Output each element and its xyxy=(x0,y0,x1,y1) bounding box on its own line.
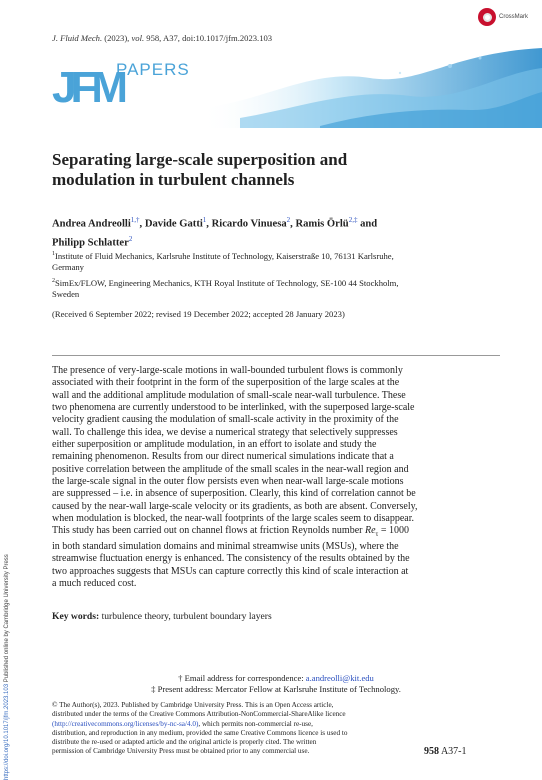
license-line: distributed under the terms of the Creative Commons Attribution-NonCommercial-ShareAlike licence xyxy=(52,710,346,719)
jfm-logo xyxy=(52,58,122,112)
wave-graphic xyxy=(200,48,542,128)
abstract-line: remaining phenomenon. Results from our direct numerical simulations indicate that a xyxy=(52,451,394,463)
license-line: © The Author(s), 2023. Published by Cambridge University Press. This is an Open Access article, xyxy=(52,701,334,709)
reynolds-symbol: Re xyxy=(364,525,376,537)
abstract-line: are suppressed – i.e. in absence of superposition. Clearly, this kind of correlation cannot be xyxy=(52,488,416,500)
abstract xyxy=(52,365,500,590)
license-block xyxy=(52,701,432,757)
abstract-line: associated with their footprint in the form of the superposition of the large scales at the xyxy=(52,377,400,389)
keywords-label: Key words: xyxy=(52,611,100,622)
page-volume: 958 xyxy=(424,746,439,757)
email-label: † Email address for correspondence: xyxy=(178,673,306,683)
abstract-line: wall. To challenge this idea, we devise a numerical strategy that selectively suppresses xyxy=(52,426,398,438)
affiliation-country: Sweden xyxy=(52,289,80,300)
abstract-line: in both standard simulation domains and minimal streamwise units (MSUs), where the xyxy=(52,540,399,552)
abstract-line: The presence of very-large-scale motions in wall-bounded turbulent flows is commonly xyxy=(52,365,403,376)
header-divider xyxy=(52,355,500,356)
abstract-line: the large-scale signal in the outer flow persists even when near-wall large-scale motions xyxy=(52,476,404,488)
author-name: , Ricardo Vinuesa xyxy=(206,218,287,230)
journal-year: (2023), xyxy=(102,33,132,43)
crossmark-icon xyxy=(478,8,496,26)
license-line xyxy=(52,720,432,729)
crossmark-label: CrossMark xyxy=(499,14,529,20)
abstract-line: two phenomena are currently understood to be interlinked, with the superposed large-scale xyxy=(52,402,415,414)
title-line-2: modulation in turbulent channels xyxy=(52,170,295,189)
author-name: Philipp Schlatter xyxy=(52,237,129,249)
journal-vol-word: vol. xyxy=(131,33,145,43)
author-list xyxy=(52,213,492,250)
keywords-text: turbulence theory, turbulent boundary layers xyxy=(101,611,272,622)
abstract-line: velocity gradient causing the modulation of small-scale activity in the proximity of the xyxy=(52,414,399,426)
side-doi-banner xyxy=(4,554,10,780)
affiliation-country: Germany xyxy=(52,262,84,273)
affiliation-number: 1 xyxy=(52,251,55,257)
abstract-line: when modulation is blocked, the near-wall footprints of the large scales seem to disappear. xyxy=(52,513,415,525)
author-affil-mark[interactable]: 2 xyxy=(128,234,133,243)
email-link[interactable]: a.andreolli@kit.edu xyxy=(305,673,374,683)
author-name: , Ramis Örlü xyxy=(290,218,349,230)
journal-doi: 958, A37, doi:10.1017/jfm.2023.103 xyxy=(144,33,273,43)
page-article-id: A37-1 xyxy=(439,746,467,757)
abstract-line: two approaches suggests that MSUs can capture correctly this kind of scale interaction at xyxy=(52,565,409,577)
license-line: distribution, and reproduction in any medium, provided the same Creative Commons licence is used to xyxy=(52,728,348,737)
received-dates: (Received 6 September 2022; revised 19 December 2022; accepted 28 January 2023) xyxy=(52,309,345,319)
license-link[interactable]: (http://creativecommons.org/licenses/by-nc-sa/4.0) xyxy=(52,719,199,728)
reynolds-value: = 1000 xyxy=(378,525,409,537)
keywords xyxy=(52,611,272,622)
abstract-line: a much reduced cost. xyxy=(52,577,137,589)
abstract-line: streamwise fluctuation energy is enhanced. The consistency of the results obtained by the xyxy=(52,553,410,565)
page-number xyxy=(424,746,467,757)
present-address-note: ‡ Present address: Mercator Fellow at Karlsruhe Institute of Technology. xyxy=(151,684,401,694)
abstract-line: wall and the additional amplitude modulation of small-scale near-wall turbulence. These xyxy=(52,389,406,401)
affiliation-number: 2 xyxy=(52,278,55,284)
abstract-line xyxy=(52,525,500,540)
abstract-line: either superposition or amplitude modulation, in an effort to isolate and study the xyxy=(52,439,377,451)
author-affil-mark[interactable]: 2 xyxy=(286,216,291,224)
article-title xyxy=(52,150,472,190)
jfm-logo-letters: JFM xyxy=(52,63,122,112)
license-line: distribute the re-used or adapted article and the original article is properly cited. The written xyxy=(52,738,317,747)
correspondence-notes xyxy=(52,673,500,695)
affiliation-text: SimEx/FLOW, Engineering Mechanics, KTH Royal Institute of Technology, SE-100 44 Stockholm, xyxy=(55,277,399,288)
title-line-1: Separating large-scale superposition and xyxy=(52,150,348,169)
license-line-rest: , which permits non-commercial re-use, xyxy=(198,719,313,728)
journal-citation xyxy=(52,33,272,43)
side-publisher-text: Published online by Cambridge University Press xyxy=(4,554,10,684)
reynolds-subscript: τ xyxy=(375,530,379,539)
author-affil-mark[interactable]: 2,‡ xyxy=(348,216,358,224)
abstract-line-text: This study has been carried out on channel flows at friction Reynolds number xyxy=(52,525,365,537)
email-note xyxy=(52,673,500,684)
author-affil-mark[interactable]: 1,† xyxy=(130,216,140,224)
affiliation-text: Institute of Fluid Mechanics, Karlsruhe Institute of Technology, Kaiserstraße 10, 76131 Karlsruhe, xyxy=(55,250,394,261)
affiliation-1 xyxy=(52,249,492,274)
affiliation-2 xyxy=(52,276,492,301)
side-doi-link[interactable]: https://doi.org/10.1017/jfm.2023.103 xyxy=(4,683,10,780)
author-conjunction: and xyxy=(357,218,378,230)
license-line: permission of Cambridge University Press must be obtained prior to any commercial use. xyxy=(52,747,310,756)
author-name: Andrea Andreolli xyxy=(52,218,131,230)
papers-label: PAPERS xyxy=(116,60,190,79)
author-affil-mark[interactable]: 1 xyxy=(202,216,207,224)
crossmark-badge[interactable] xyxy=(478,8,528,26)
journal-name: J. Fluid Mech. xyxy=(52,33,103,43)
author-name: , Davide Gatti xyxy=(139,218,203,230)
abstract-line: caused by the near-wall large-scale velocity or its gradients, as both are absent. Conversely, xyxy=(52,500,418,512)
abstract-line: positive correlation between the amplitude of the small scales in the near-wall region and xyxy=(52,463,409,475)
